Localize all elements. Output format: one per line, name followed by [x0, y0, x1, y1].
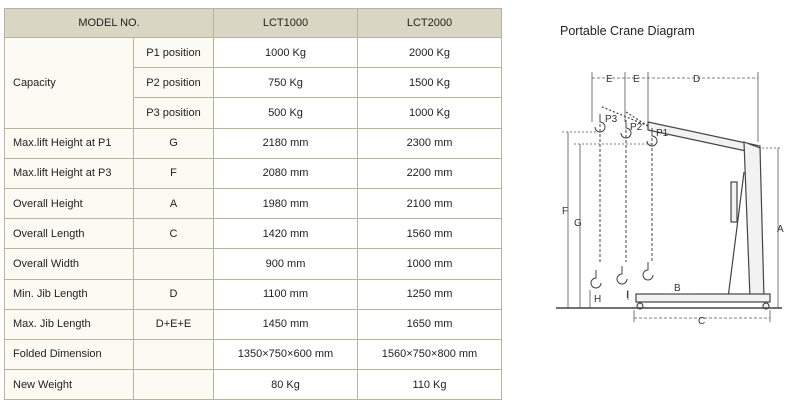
- table-row: [5, 128, 502, 158]
- label-e2: E: [633, 74, 640, 85]
- value-cell: 1560×750×800 mm: [358, 339, 502, 369]
- value-cell: 1980 mm: [214, 188, 358, 218]
- value-cell: 1560 mm: [358, 219, 502, 249]
- row-code: F: [134, 158, 214, 188]
- row-label: Max.lift Height at P3: [5, 158, 134, 188]
- jib-arm: [600, 106, 760, 154]
- base: [636, 294, 770, 309]
- label-e1: E: [606, 74, 613, 85]
- value-cell: 1420 mm: [214, 219, 358, 249]
- value-cell: 1000 mm: [358, 249, 502, 279]
- row-code: D+E+E: [134, 309, 214, 339]
- label-b: B: [674, 283, 681, 294]
- spec-table: [4, 8, 502, 400]
- row-code: [134, 339, 214, 369]
- table-row: [5, 339, 502, 369]
- value-cell: 1350×750×600 mm: [214, 339, 358, 369]
- label-p3: P3: [605, 114, 618, 125]
- value-cell: 2100 mm: [358, 188, 502, 218]
- value-cell: 500 Kg: [214, 98, 358, 128]
- value-cell: 2080 mm: [214, 158, 358, 188]
- value-cell: 1000 Kg: [214, 38, 358, 68]
- value-cell: 1500 Kg: [358, 68, 502, 98]
- row-code: A: [134, 188, 214, 218]
- label-h: H: [594, 294, 602, 305]
- label-a: A: [777, 224, 784, 235]
- value-cell: 1650 mm: [358, 309, 502, 339]
- row-label: New Weight: [5, 370, 134, 400]
- row-label: Overall Width: [5, 249, 134, 279]
- table-row: [5, 219, 502, 249]
- value-cell: 900 mm: [214, 249, 358, 279]
- row-label: Folded Dimension: [5, 339, 134, 369]
- value-cell: 110 Kg: [358, 370, 502, 400]
- value-cell: 2200 mm: [358, 158, 502, 188]
- header-lct1000: LCT1000: [214, 9, 358, 38]
- row-label: Max. Jib Length: [5, 309, 134, 339]
- table-row: [5, 158, 502, 188]
- label-f: F: [562, 206, 569, 217]
- table-row: [5, 279, 502, 309]
- position-label: P3 position: [134, 98, 214, 128]
- row-label: Max.lift Height at P1: [5, 128, 134, 158]
- table-row: [5, 188, 502, 218]
- row-code: [134, 370, 214, 400]
- label-i: I: [626, 290, 629, 301]
- label-c: C: [698, 316, 706, 327]
- row-label: Overall Length: [5, 219, 134, 249]
- row-code: C: [134, 219, 214, 249]
- value-cell: 1000 Kg: [358, 98, 502, 128]
- table-row: [5, 249, 502, 279]
- row-label: Min. Jib Length: [5, 279, 134, 309]
- row-label: Overall Height: [5, 188, 134, 218]
- value-cell: 2180 mm: [214, 128, 358, 158]
- mast: [728, 142, 764, 298]
- table-row: [5, 38, 502, 68]
- label-p2: P2: [630, 122, 643, 133]
- crane-diagram: [548, 62, 788, 332]
- table-row: [5, 309, 502, 339]
- position-label: P1 position: [134, 38, 214, 68]
- value-cell: 2300 mm: [358, 128, 502, 158]
- value-cell: 750 Kg: [214, 68, 358, 98]
- value-cell: 1250 mm: [358, 279, 502, 309]
- header-lct2000: LCT2000: [358, 9, 502, 38]
- row-code: [134, 249, 214, 279]
- hooks: [591, 114, 657, 288]
- value-cell: 2000 Kg: [358, 38, 502, 68]
- value-cell: 1100 mm: [214, 279, 358, 309]
- label-p1: P1: [656, 128, 669, 139]
- label-g: G: [574, 218, 582, 229]
- diagram-title: Portable Crane Diagram: [560, 24, 695, 38]
- label-d: D: [693, 74, 701, 85]
- capacity-label: Capacity: [5, 38, 134, 129]
- table-row: [5, 370, 502, 400]
- value-cell: 80 Kg: [214, 370, 358, 400]
- row-code: G: [134, 128, 214, 158]
- row-code: D: [134, 279, 214, 309]
- value-cell: 1450 mm: [214, 309, 358, 339]
- table-header-row: [5, 9, 502, 38]
- position-label: P2 position: [134, 68, 214, 98]
- header-model: MODEL NO.: [5, 9, 214, 38]
